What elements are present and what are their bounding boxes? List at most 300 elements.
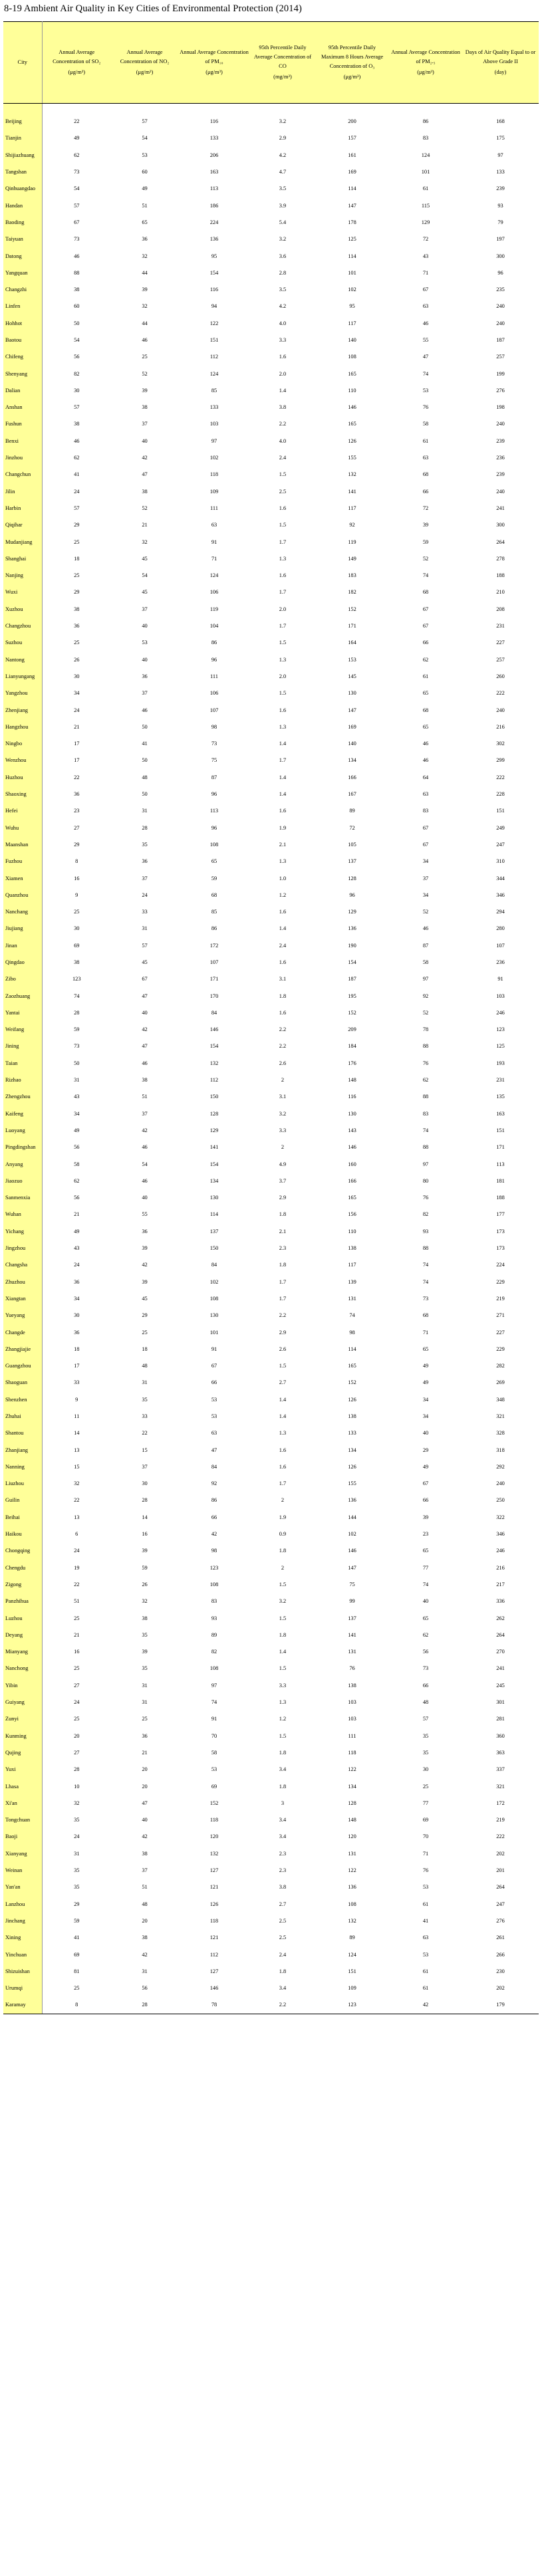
table-row — [3, 247, 539, 264]
cell-city: Linfen — [3, 298, 42, 314]
cell-no2: 37 — [142, 1110, 148, 1117]
cell-o3: 161 — [348, 152, 356, 158]
cell-no2: 65 — [142, 219, 148, 225]
table-row — [3, 214, 539, 231]
cell-no2: 31 — [142, 1682, 148, 1689]
cell-so2: 34 — [74, 1110, 80, 1117]
cell-pm25: 66 — [422, 488, 429, 495]
cell-so2: 49 — [74, 1228, 80, 1234]
cell-city: Zhengzhou — [3, 1088, 42, 1105]
cell-city: Wuhan — [3, 1206, 42, 1223]
cell-good-days: 240 — [496, 488, 505, 495]
cell-pm25: 73 — [422, 1295, 429, 1302]
cell-o3: 152 — [348, 606, 356, 612]
cell-pm10: 150 — [209, 1094, 219, 1100]
cell-o3: 76 — [349, 1665, 355, 1672]
cell-city: Lhasa — [3, 1778, 42, 1794]
cell-good-days: 91 — [497, 976, 503, 983]
cell-pm25: 72 — [422, 236, 429, 243]
table-row — [3, 1038, 539, 1054]
cell-no2: 52 — [142, 505, 148, 511]
cell-pm10: 170 — [209, 993, 219, 999]
table-row — [3, 332, 539, 348]
cell-no2: 20 — [142, 1917, 148, 1924]
cell-co: 3.8 — [279, 404, 287, 411]
cell-city: Yangquan — [3, 265, 42, 281]
table-row — [3, 1576, 539, 1593]
cell-good-days: 187 — [496, 337, 505, 343]
cell-co: 1.7 — [279, 1278, 287, 1285]
cell-good-days: 172 — [496, 1800, 505, 1806]
cell-good-days: 245 — [496, 1682, 505, 1689]
table-row — [3, 1778, 539, 1794]
cell-pm25: 62 — [422, 1631, 429, 1638]
cell-good-days: 173 — [496, 1245, 505, 1252]
cell-o3: 187 — [348, 976, 356, 983]
cell-no2: 44 — [142, 320, 148, 326]
cell-no2: 31 — [142, 925, 148, 932]
cell-co: 1.7 — [279, 1480, 287, 1487]
cell-co: 1.5 — [279, 1581, 287, 1587]
cell-o3: 92 — [349, 522, 355, 528]
cell-pm10: 130 — [209, 1312, 219, 1319]
cell-good-days: 219 — [496, 1295, 505, 1302]
cell-pm25: 68 — [422, 589, 429, 596]
cell-so2: 56 — [74, 1144, 80, 1151]
cell-no2: 40 — [142, 1817, 148, 1823]
cell-so2: 21 — [74, 1631, 80, 1638]
table-row — [3, 1744, 539, 1761]
cell-pm10: 69 — [211, 1783, 217, 1790]
cell-pm10: 89 — [211, 1631, 217, 1638]
cell-so2: 54 — [74, 337, 80, 343]
cell-so2: 8 — [42, 1996, 111, 2014]
cell-city: Yichang — [3, 1223, 42, 1240]
cell-good-days: 269 — [496, 1379, 505, 1386]
cell-no2: 25 — [142, 1329, 148, 1336]
cell-pm10: 163 — [209, 169, 219, 176]
cell-o3: 178 — [348, 219, 356, 225]
cell-co: 1.3 — [279, 723, 287, 730]
cell-pm25: 66 — [422, 640, 429, 646]
cell-co: 2.1 — [279, 841, 287, 848]
cell-so2: 21 — [74, 723, 80, 730]
cell-no2: 49 — [142, 185, 148, 192]
cell-pm10: 116 — [209, 118, 219, 125]
cell-pm25: 74 — [422, 1278, 429, 1285]
cell-city: Rizhao — [3, 1072, 42, 1088]
cell-city: Tianjin — [3, 130, 42, 146]
cell-good-days: 216 — [496, 1564, 505, 1571]
table-row — [3, 769, 539, 786]
cell-pm10: 108 — [209, 1295, 219, 1302]
table-row — [3, 433, 539, 449]
cell-city: Kunming — [3, 1728, 42, 1744]
cell-pm25: 124 — [421, 152, 430, 158]
cell-city: Yantai — [3, 1004, 42, 1021]
cell-co: 1.8 — [279, 1631, 287, 1638]
cell-so2: 60 — [74, 303, 80, 310]
cell-city: Changzhou — [3, 618, 42, 634]
cell-pm10: 66 — [211, 1379, 217, 1386]
cell-pm25: 59 — [422, 538, 429, 545]
cell-pm25: 88 — [422, 1094, 429, 1100]
cell-so2: 82 — [74, 370, 80, 377]
table-row — [3, 1391, 539, 1408]
cell-pm10: 171 — [209, 976, 219, 983]
cell-pm25: 52 — [422, 555, 429, 562]
cell-pm25: 40 — [422, 1430, 429, 1437]
cell-o3: 136 — [348, 1884, 356, 1891]
cell-pm25: 73 — [422, 1665, 429, 1672]
cell-o3: 89 — [349, 808, 355, 814]
cell-good-days: 310 — [496, 858, 505, 865]
cell-good-days: 224 — [496, 1262, 505, 1268]
cell-no2: 45 — [142, 1295, 148, 1302]
cell-city: Harbin — [3, 500, 42, 517]
cell-pm10: 121 — [209, 1884, 219, 1891]
cell-o3: 133 — [348, 1430, 356, 1437]
cell-good-days: 346 — [496, 891, 505, 898]
cell-co: 2.9 — [279, 1195, 287, 1201]
table-row — [3, 668, 539, 685]
cell-pm25: 63 — [422, 1934, 429, 1941]
cell-o3: 171 — [348, 623, 356, 630]
cell-so2: 34 — [74, 1295, 80, 1302]
cell-good-days: 264 — [496, 1631, 505, 1638]
cell-city: Kaifeng — [3, 1106, 42, 1122]
cell-o3: 101 — [348, 269, 356, 276]
cell-pm25: 61 — [422, 673, 429, 679]
cell-city: Anyang — [3, 1155, 42, 1172]
cell-city: Qujing — [3, 1744, 42, 1761]
cell-so2: 38 — [74, 959, 80, 965]
cell-no2: 37 — [142, 875, 148, 881]
cell-so2: 69 — [74, 1951, 80, 1958]
cell-pm10: 103 — [209, 421, 219, 427]
cell-city: Hohhot — [3, 315, 42, 332]
cell-co: 1.2 — [279, 891, 287, 898]
cell-so2: 15 — [74, 1463, 80, 1470]
cell-so2: 30 — [74, 387, 80, 394]
table-row — [3, 1795, 539, 1812]
cell-city: Zhuhai — [3, 1408, 42, 1425]
table-row — [3, 786, 539, 802]
cell-no2: 40 — [142, 1195, 148, 1201]
cell-co: 1.6 — [279, 505, 287, 511]
cell-no2: 46 — [142, 1177, 148, 1184]
cell-co: 2.3 — [279, 1867, 287, 1874]
cell-so2: 35 — [74, 1884, 80, 1891]
cell-city: Guangzhou — [3, 1357, 42, 1374]
cell-so2: 34 — [74, 690, 80, 697]
cell-good-days: 322 — [496, 1514, 505, 1520]
cell-o3: 134 — [348, 1783, 356, 1790]
cell-no2: 38 — [142, 1850, 148, 1857]
cell-pm25: 101 — [421, 169, 430, 176]
cell-city: Luoyang — [3, 1122, 42, 1139]
cell-pm10: 127 — [209, 1968, 219, 1974]
table-row — [3, 1862, 539, 1879]
table-row — [3, 1593, 539, 1609]
table-row — [3, 1072, 539, 1088]
cell-pm25: 62 — [422, 656, 429, 663]
cell-city: Xianyang — [3, 1845, 42, 1862]
cell-pm10: 133 — [209, 135, 219, 142]
cell-pm10: 106 — [209, 589, 219, 596]
cell-no2: 54 — [142, 1161, 148, 1167]
cell-co: 1.5 — [279, 1665, 287, 1672]
cell-city: Deyang — [3, 1627, 42, 1643]
table-row — [3, 1996, 539, 2014]
cell-pm10: 91 — [211, 1346, 217, 1352]
cell-o3: 110 — [348, 1228, 356, 1234]
cell-pm25: 61 — [422, 1985, 429, 1992]
cell-city: Shantou — [3, 1425, 42, 1441]
cell-o3: 190 — [348, 942, 356, 949]
cell-no2: 47 — [142, 471, 148, 478]
cell-pm10: 120 — [209, 1833, 219, 1840]
cell-co: 5.4 — [279, 219, 287, 225]
cell-o3: 146 — [348, 1144, 356, 1151]
cell-no2: 38 — [142, 1934, 148, 1941]
table-row — [3, 887, 539, 903]
cell-pm10: 112 — [209, 1077, 219, 1084]
cell-good-days: 107 — [496, 942, 505, 949]
cell-so2: 29 — [74, 1901, 80, 1907]
cell-no2: 41 — [142, 741, 148, 747]
table-row — [3, 836, 539, 853]
cell-co: 1.9 — [279, 824, 287, 831]
cell-o3: 165 — [348, 1195, 356, 1201]
cell-pm10: 96 — [211, 656, 217, 663]
cell-o3: 132 — [348, 1917, 356, 1924]
cell-pm25: 76 — [422, 1060, 429, 1066]
table-row — [3, 1812, 539, 1828]
cell-no2: 35 — [142, 1665, 148, 1672]
cell-good-days: 260 — [496, 673, 505, 679]
cell-so2: 25 — [74, 1615, 80, 1621]
cell-good-days: 171 — [496, 1144, 505, 1151]
cell-no2: 51 — [142, 1094, 148, 1100]
cell-o3: 72 — [349, 824, 355, 831]
cell-pm25: 25 — [422, 1783, 429, 1790]
table-row — [3, 1913, 539, 1929]
cell-co: 2 — [281, 1497, 285, 1504]
cell-good-days: 235 — [496, 287, 505, 293]
cell-co: 4.2 — [279, 152, 287, 158]
cell-city: Qinhuangdao — [3, 180, 42, 197]
cell-o3: 89 — [349, 1934, 355, 1941]
cell-no2: 18 — [142, 1346, 148, 1352]
cell-city: Baotou — [3, 332, 42, 348]
cell-co: 1.6 — [279, 1463, 287, 1470]
table-row — [3, 685, 539, 701]
cell-pm25: 71 — [422, 269, 429, 276]
cell-pm10: 78 — [178, 1996, 250, 2014]
cell-pm25: 35 — [422, 1732, 429, 1739]
cell-co: 2.5 — [279, 1934, 287, 1941]
cell-o3: 209 — [348, 1026, 356, 1033]
cell-city: Chongqing — [3, 1542, 42, 1559]
cell-o3: 144 — [348, 1514, 356, 1520]
cell-city: Nanning — [3, 1459, 42, 1475]
cell-pm25: 23 — [422, 1531, 429, 1538]
cell-so2: 36 — [74, 1329, 80, 1336]
cell-city: Wuxi — [3, 584, 42, 600]
cell-no2: 32 — [142, 303, 148, 310]
cell-o3: 119 — [348, 538, 356, 545]
table-row — [3, 197, 539, 213]
table-row — [3, 1560, 539, 1576]
cell-good-days: 282 — [496, 1363, 505, 1369]
cell-pm25: 74 — [422, 370, 429, 377]
cell-o3: 195 — [348, 993, 356, 999]
cell-pm25: 46 — [422, 741, 429, 747]
cell-so2: 6 — [75, 1531, 78, 1538]
cell-so2: 18 — [74, 1346, 80, 1352]
cell-pm10: 70 — [211, 1732, 217, 1739]
cell-co: 3.4 — [279, 1817, 287, 1823]
cell-pm25: 67 — [422, 1480, 429, 1487]
table-row — [3, 1509, 539, 1526]
table-row — [3, 701, 539, 718]
cell-co: 1.4 — [279, 1649, 287, 1655]
cell-pm10: 206 — [209, 152, 219, 158]
cell-o3: 118 — [348, 1749, 356, 1756]
table-row — [3, 601, 539, 618]
cell-city: Changde — [3, 1324, 42, 1340]
cell-good-days: 240 — [496, 1480, 505, 1487]
cell-o3: 155 — [348, 1480, 356, 1487]
table-row — [3, 1963, 539, 1980]
cell-so2: 69 — [74, 942, 80, 949]
cell-pm10: 68 — [211, 891, 217, 898]
cell-co: 2 — [281, 1564, 285, 1571]
cell-so2: 19 — [74, 1564, 80, 1571]
table-row — [3, 1526, 539, 1542]
cell-o3: 102 — [348, 1531, 356, 1538]
table-row — [3, 1728, 539, 1744]
cell-co: 2.7 — [279, 1901, 287, 1907]
cell-co: 1.4 — [279, 774, 287, 780]
cell-co: 1.4 — [279, 1413, 287, 1419]
cell-o3: 152 — [348, 1009, 356, 1016]
cell-pm25: 39 — [422, 1514, 429, 1520]
cell-co: 2.5 — [279, 1917, 287, 1924]
table-row — [3, 971, 539, 987]
cell-so2: 73 — [74, 169, 80, 176]
cell-so2: 51 — [74, 1598, 80, 1605]
cell-so2: 36 — [74, 623, 80, 630]
cell-city: Lianyungang — [3, 668, 42, 685]
cell-pm25: 77 — [422, 1564, 429, 1571]
table-row — [3, 147, 539, 164]
cell-pm10: 65 — [211, 858, 217, 865]
cell-city: Anshan — [3, 399, 42, 415]
table-row — [3, 180, 539, 197]
table-row — [3, 415, 539, 432]
cell-co: 2.4 — [279, 1951, 287, 1958]
cell-good-days: 229 — [496, 1278, 505, 1285]
cell-pm25: 61 — [422, 437, 429, 444]
table-row — [3, 449, 539, 466]
cell-pm25: 71 — [422, 1850, 429, 1857]
cell-no2: 37 — [142, 606, 148, 612]
table-row — [3, 1492, 539, 1508]
cell-so2: 9 — [75, 1396, 78, 1403]
cell-no2: 37 — [142, 421, 148, 427]
cell-good-days: 300 — [496, 253, 505, 259]
cell-co: 1.7 — [279, 623, 287, 630]
cell-so2: 43 — [74, 1245, 80, 1252]
table-row — [3, 1828, 539, 1845]
cell-no2: 47 — [142, 1043, 148, 1050]
cell-pm25: 48 — [422, 1699, 429, 1706]
cell-city: Zhangjiajie — [3, 1341, 42, 1357]
cell-o3: 139 — [348, 1278, 356, 1285]
cell-so2: 10 — [74, 1783, 80, 1790]
cell-so2: 25 — [74, 572, 80, 579]
cell-pm25: 34 — [422, 891, 429, 898]
cell-co: 2.2 — [279, 1043, 287, 1050]
cell-co: 3 — [281, 1800, 285, 1806]
cell-o3: 128 — [348, 1800, 356, 1806]
cell-so2: 26 — [74, 656, 80, 663]
cell-pm10: 146 — [209, 1026, 219, 1033]
cell-o3: 151 — [348, 1968, 356, 1974]
cell-pm25: 87 — [422, 942, 429, 949]
table-row — [3, 937, 539, 954]
cell-pm25: 63 — [422, 303, 429, 310]
cell-so2: 49 — [74, 1127, 80, 1133]
cell-o3: 117 — [348, 320, 356, 326]
cell-o3: 169 — [348, 723, 356, 730]
cell-pm25: 61 — [422, 1901, 429, 1907]
cell-good-days: 96 — [497, 269, 503, 276]
table-row — [3, 466, 539, 483]
cell-city: Yinchuan — [3, 1946, 42, 1962]
cell-so2: 74 — [74, 993, 80, 999]
column-header-good-days: Days of Air Quality Equal to or Above Grade II (day) — [462, 22, 539, 104]
cell-pm25: 68 — [422, 1312, 429, 1319]
cell-co: 1.6 — [279, 354, 287, 360]
cell-so2: 17 — [74, 1363, 80, 1369]
cell-no2: 55 — [142, 1211, 148, 1218]
cell-co: 4.0 — [279, 320, 287, 326]
cell-no2: 39 — [142, 1548, 148, 1554]
cell-pm10: 108 — [209, 841, 219, 848]
cell-o3: 129 — [348, 909, 356, 915]
cell-co: 2.3 — [279, 1245, 287, 1252]
cell-pm10: 111 — [210, 505, 218, 511]
cell-so2: 36 — [74, 1278, 80, 1285]
cell-good-days: 175 — [496, 135, 505, 142]
cell-no2: 15 — [142, 1447, 148, 1453]
cell-good-days: 240 — [496, 421, 505, 427]
cell-o3: 157 — [348, 135, 356, 142]
cell-good-days: 278 — [496, 555, 505, 562]
cell-city: Weinan — [3, 1862, 42, 1879]
cell-good-days: 266 — [496, 1951, 505, 1958]
cell-co: 1.5 — [279, 522, 287, 528]
cell-co: 1.3 — [279, 1699, 287, 1706]
cell-so2: 67 — [74, 219, 80, 225]
cell-co: 2 — [281, 1144, 285, 1151]
cell-pm10: 107 — [209, 959, 219, 965]
cell-no2: 48 — [142, 1363, 148, 1369]
cell-no2: 33 — [142, 1413, 148, 1419]
